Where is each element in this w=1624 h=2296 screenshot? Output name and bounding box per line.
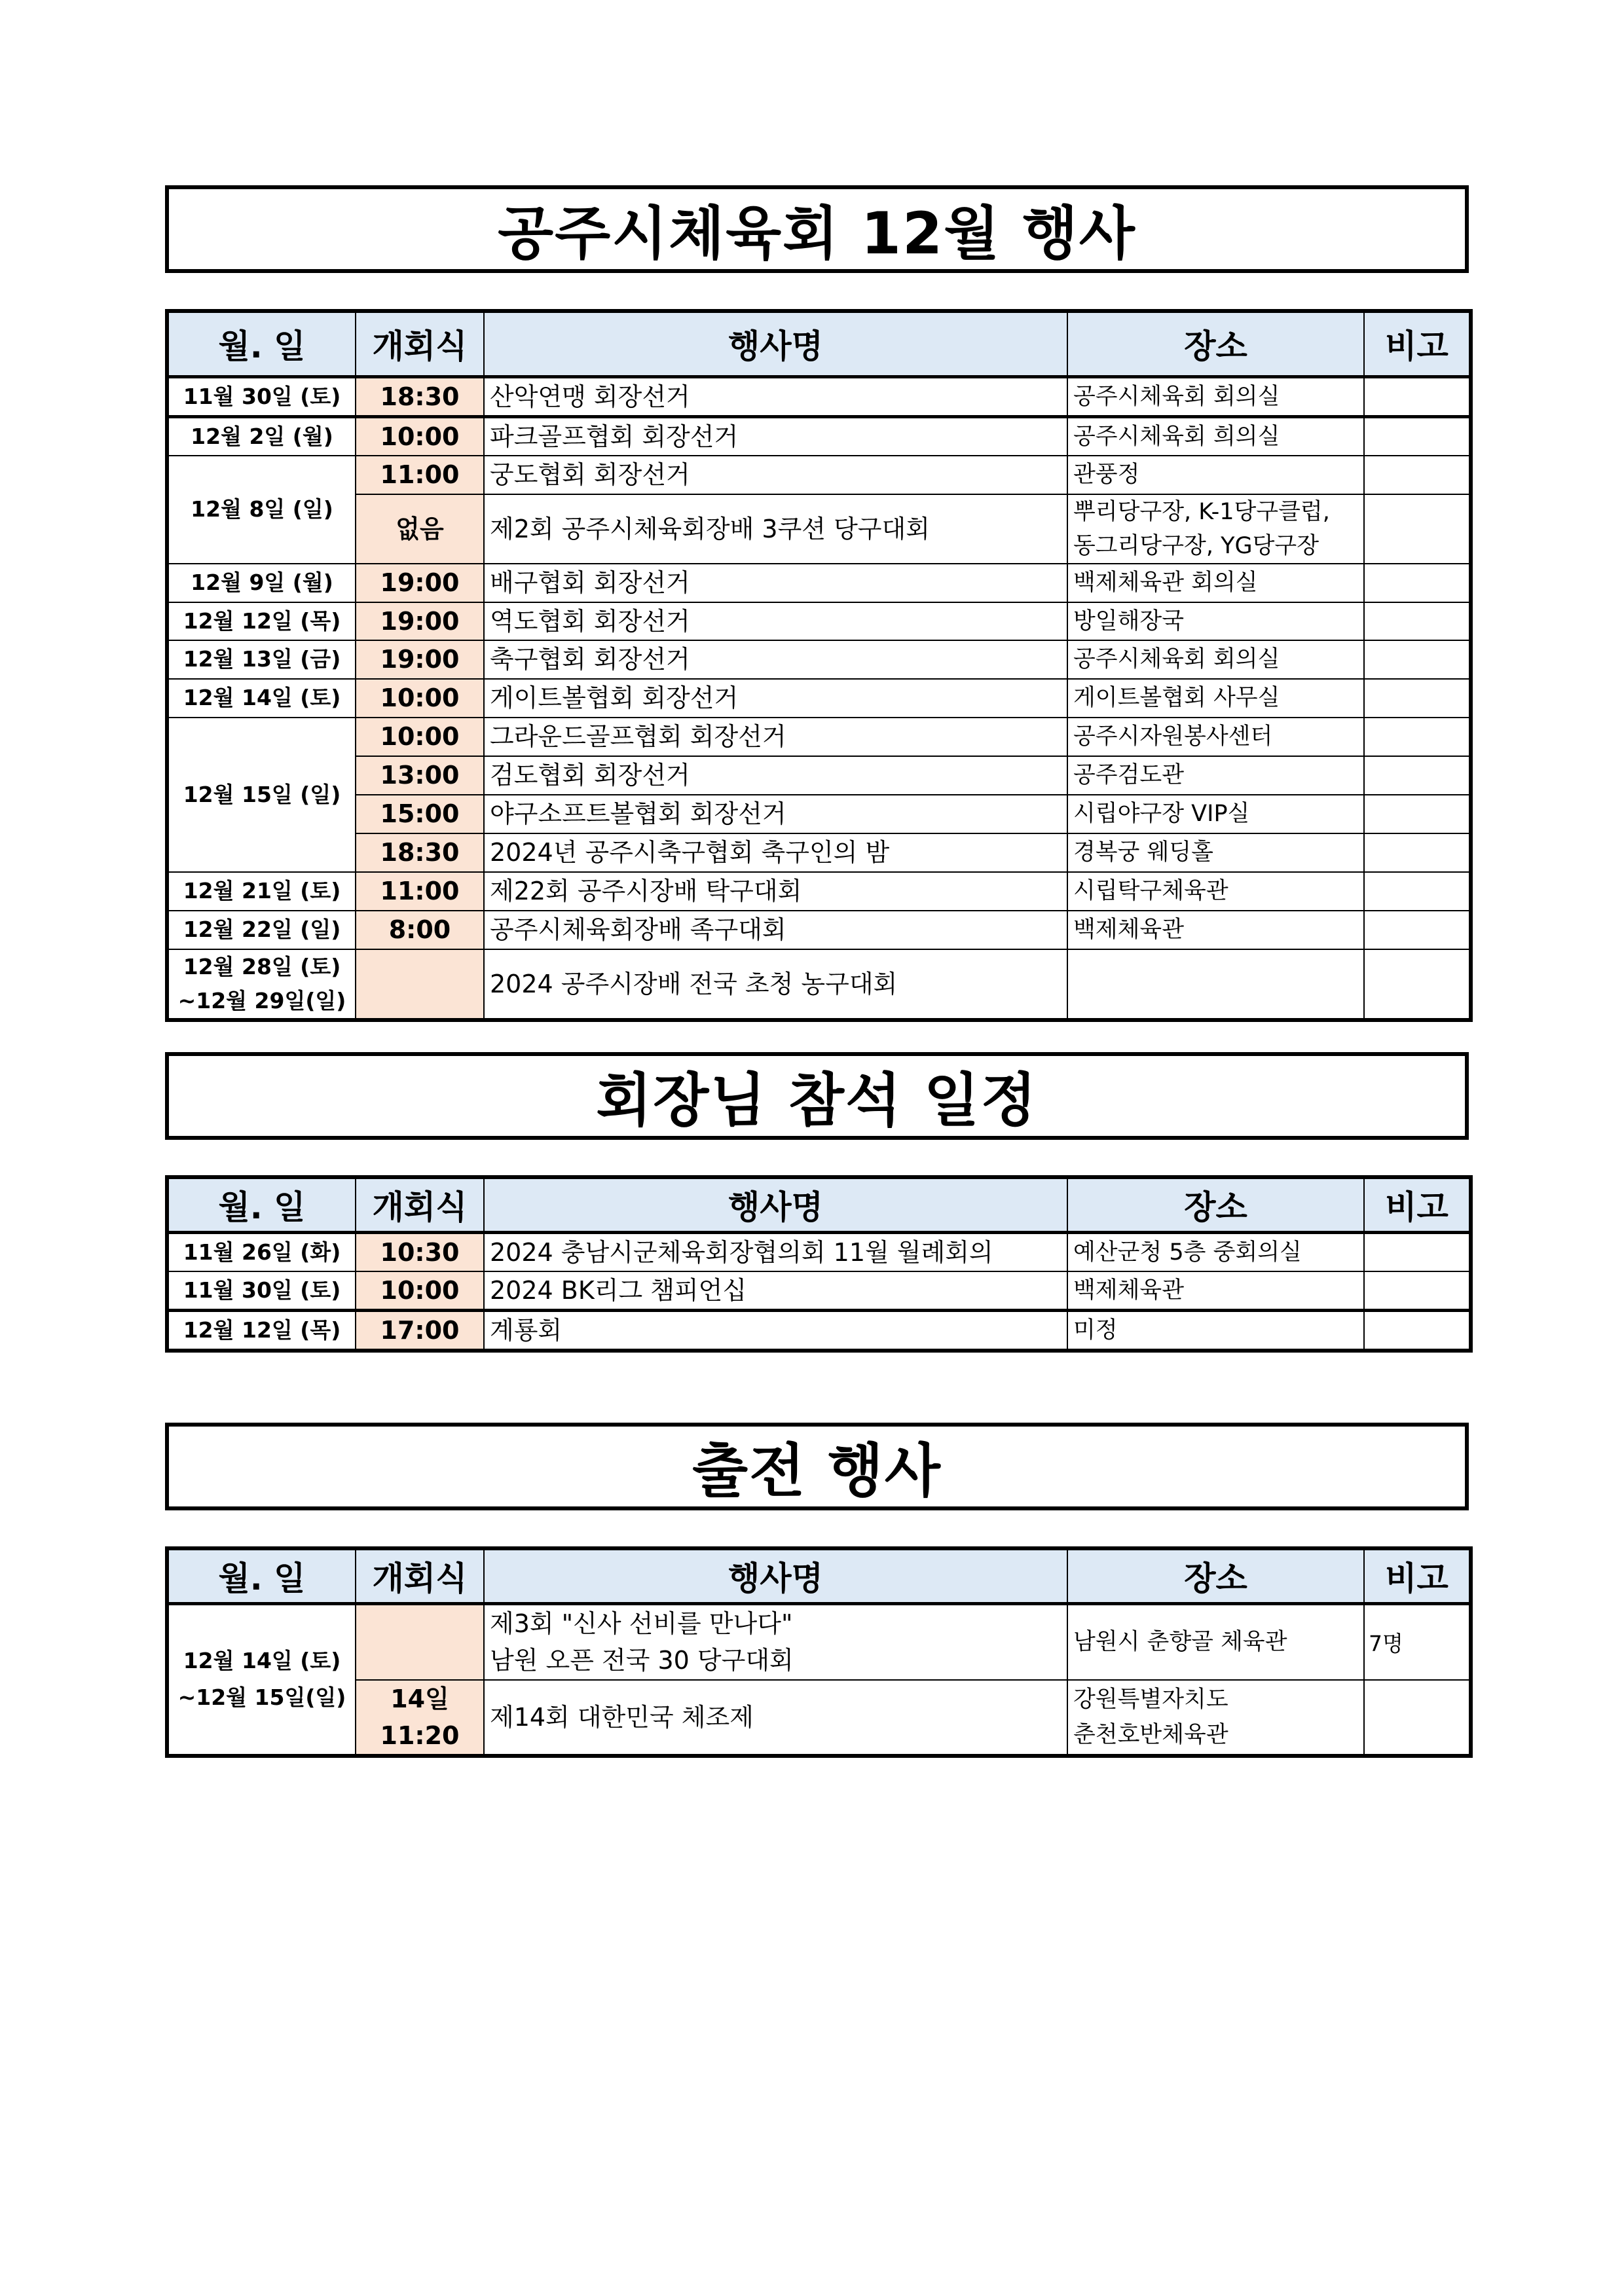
row-time: 17:00: [356, 1310, 484, 1351]
row-date: 12월 12일 (목): [167, 602, 356, 640]
table-row: [167, 1680, 1471, 1756]
table-row: [167, 564, 1471, 602]
row-event: 2024 BK리그 챔피언십: [484, 1271, 1067, 1311]
row-note: [1364, 1232, 1471, 1271]
header-note: 비고: [1364, 1548, 1471, 1603]
section3-title: 출전 행사: [165, 1423, 1469, 1510]
header-note: 비고: [1364, 311, 1471, 376]
row-place: 방일해장국: [1067, 602, 1364, 640]
row-time: 18:30: [356, 833, 484, 872]
row-place: [1067, 949, 1364, 1020]
row-place: 공주시체육회 회의실: [1067, 376, 1364, 416]
row-note: [1364, 494, 1471, 564]
section2-table: [165, 1175, 1473, 1353]
row-note: [1364, 679, 1471, 718]
table-row: [167, 1271, 1471, 1311]
row-date: 12월 8일 (일): [167, 456, 356, 564]
row-time: 19:00: [356, 564, 484, 602]
date-line-1: 12월 28일 (토): [183, 953, 341, 979]
row-time: 19:00: [356, 640, 484, 679]
row-date: 12월 2일 (월): [167, 416, 356, 456]
row-date: 11월 30일 (토): [167, 1271, 356, 1311]
row-time: 10:00: [356, 679, 484, 718]
row-time: 18:30: [356, 376, 484, 416]
row-event: 제2회 공주시체육회장배 3쿠션 당구대회: [484, 494, 1067, 564]
row-note: [1364, 911, 1471, 949]
row-time: 15:00: [356, 795, 484, 833]
row-note: [1364, 756, 1471, 795]
header-event: 행사명: [484, 1177, 1067, 1232]
table-row: [167, 416, 1471, 456]
row-place: 백제체육관: [1067, 911, 1364, 949]
date-line-1: 12월 14일 (토): [183, 1648, 341, 1674]
row-date: 11월 30일 (토): [167, 376, 356, 416]
row-place: 예산군청 5층 중회의실: [1067, 1232, 1364, 1271]
row-date: [167, 949, 356, 1020]
place-line-2: 동그리당구장, YG당구장: [1073, 532, 1320, 559]
time-line-2: 11:20: [380, 1721, 460, 1750]
row-note: [1364, 640, 1471, 679]
table-row: [167, 679, 1471, 718]
table-header-row: [167, 311, 1471, 376]
row-time: [356, 949, 484, 1020]
row-event: 제22회 공주시장배 탁구대회: [484, 872, 1067, 911]
row-event: 궁도협회 회장선거: [484, 456, 1067, 494]
row-date: 11월 26일 (화): [167, 1232, 356, 1271]
header-date: 월. 일: [167, 311, 356, 376]
row-date: 12월 15일 (일): [167, 718, 356, 872]
row-time: 13:00: [356, 756, 484, 795]
date-line-2: ~12월 29일(일): [177, 987, 346, 1013]
row-place: 관풍정: [1067, 456, 1364, 494]
table-header-row: [167, 1177, 1471, 1232]
row-event: 게이트볼협회 회장선거: [484, 679, 1067, 718]
header-opening: 개회식: [356, 311, 484, 376]
table-row: [167, 872, 1471, 911]
header-place: 장소: [1067, 1177, 1364, 1232]
section1-table: [165, 309, 1473, 1022]
row-note: [1364, 416, 1471, 456]
table-row: [167, 756, 1471, 795]
row-event: 역도협회 회장선거: [484, 602, 1067, 640]
row-date: 12월 13일 (금): [167, 640, 356, 679]
row-place: 시립야구장 VIP실: [1067, 795, 1364, 833]
table-row: [167, 949, 1471, 1020]
section1-title: 공주시체육회 12월 행사: [165, 185, 1469, 273]
row-event: 계룡회: [484, 1310, 1067, 1351]
place-line-1: 뿌리당구장, K-1당구클럽,: [1073, 498, 1330, 525]
row-place: 시립탁구체육관: [1067, 872, 1364, 911]
row-place: 공주시체육회 희의실: [1067, 416, 1364, 456]
row-event: 2024년 공주시축구협회 축구인의 밤: [484, 833, 1067, 872]
time-line-1: 14일: [390, 1685, 449, 1713]
row-note: [1364, 872, 1471, 911]
row-event: 검도협회 회장선거: [484, 756, 1067, 795]
table-row: [167, 1232, 1471, 1271]
table-row: [167, 911, 1471, 949]
row-date: 12월 22일 (일): [167, 911, 356, 949]
table-row: [167, 1603, 1471, 1680]
table-row: [167, 640, 1471, 679]
row-time: 19:00: [356, 602, 484, 640]
event-line-1: 제3회 "신사 선비를 만나다": [490, 1609, 793, 1639]
row-event: 그라운드골프협회 회장선거: [484, 718, 1067, 756]
row-note: [1364, 376, 1471, 416]
row-event: 산악연맹 회장선거: [484, 376, 1067, 416]
row-note: [1364, 833, 1471, 872]
row-note: [1364, 456, 1471, 494]
table-header-row: [167, 1548, 1471, 1603]
place-line-2: 춘천호반체육관: [1073, 1722, 1228, 1748]
row-event: 2024 충남시군체육회장협의회 11월 월례회의: [484, 1232, 1067, 1271]
row-date: [167, 1603, 356, 1756]
row-note: [1364, 1271, 1471, 1311]
header-event: 행사명: [484, 311, 1067, 376]
row-place: 경복궁 웨딩홀: [1067, 833, 1364, 872]
row-time: 10:30: [356, 1232, 484, 1271]
row-note: [1364, 949, 1471, 1020]
header-place: 장소: [1067, 1548, 1364, 1603]
header-opening: 개회식: [356, 1548, 484, 1603]
row-event: 2024 공주시장배 전국 초청 농구대회: [484, 949, 1067, 1020]
date-line-2: ~12월 15일(일): [177, 1685, 346, 1711]
section3-table: [165, 1546, 1473, 1758]
row-event: 제14회 대한민국 체조제: [484, 1680, 1067, 1756]
table-row: [167, 494, 1471, 564]
row-place: 백제체육관: [1067, 1271, 1364, 1311]
row-place: [1067, 494, 1364, 564]
row-event: 축구협회 회장선거: [484, 640, 1067, 679]
table-row: [167, 1310, 1471, 1351]
row-time: [356, 1680, 484, 1756]
row-place: 공주검도관: [1067, 756, 1364, 795]
row-time: [356, 1603, 484, 1680]
row-place: 백제체육관 회의실: [1067, 564, 1364, 602]
row-note: [1364, 564, 1471, 602]
row-event: 야구소프트볼협회 회장선거: [484, 795, 1067, 833]
table-row: [167, 833, 1471, 872]
row-date: 12월 12일 (목): [167, 1310, 356, 1351]
header-date: 월. 일: [167, 1177, 356, 1232]
row-time: 8:00: [356, 911, 484, 949]
header-note: 비고: [1364, 1177, 1471, 1232]
row-event: 배구협회 회장선거: [484, 564, 1067, 602]
row-event: 파크골프협회 회장선거: [484, 416, 1067, 456]
table-row: [167, 456, 1471, 494]
row-place: 게이트볼협회 사무실: [1067, 679, 1364, 718]
row-note: [1364, 718, 1471, 756]
header-event: 행사명: [484, 1548, 1067, 1603]
row-note: [1364, 602, 1471, 640]
table-row: [167, 795, 1471, 833]
row-date: 12월 9일 (월): [167, 564, 356, 602]
place-line-1: 강원특별자치도: [1073, 1686, 1228, 1713]
row-place: 남원시 춘향골 체육관: [1067, 1603, 1364, 1680]
row-note: [1364, 1310, 1471, 1351]
event-line-2: 남원 오픈 전국 30 당구대회: [490, 1646, 794, 1675]
row-place: 미정: [1067, 1310, 1364, 1351]
row-time: 10:00: [356, 416, 484, 456]
table-row: [167, 602, 1471, 640]
header-date: 월. 일: [167, 1548, 356, 1603]
header-opening: 개회식: [356, 1177, 484, 1232]
row-note: [1364, 1680, 1471, 1756]
row-time: 11:00: [356, 456, 484, 494]
row-place: [1067, 1680, 1364, 1756]
row-time: 10:00: [356, 1271, 484, 1311]
row-time: 11:00: [356, 872, 484, 911]
table-row: [167, 718, 1471, 756]
row-place: 공주시체육회 회의실: [1067, 640, 1364, 679]
row-time: 10:00: [356, 718, 484, 756]
section2-title: 회장님 참석 일정: [165, 1052, 1469, 1140]
row-date: 12월 21일 (토): [167, 872, 356, 911]
row-time: 없음: [356, 494, 484, 564]
row-note: 7명: [1364, 1603, 1471, 1680]
row-place: 공주시자원봉사센터: [1067, 718, 1364, 756]
row-event: 공주시체육회장배 족구대회: [484, 911, 1067, 949]
row-note: [1364, 795, 1471, 833]
row-event: [484, 1603, 1067, 1680]
table-row: [167, 376, 1471, 416]
header-place: 장소: [1067, 311, 1364, 376]
row-date: 12월 14일 (토): [167, 679, 356, 718]
